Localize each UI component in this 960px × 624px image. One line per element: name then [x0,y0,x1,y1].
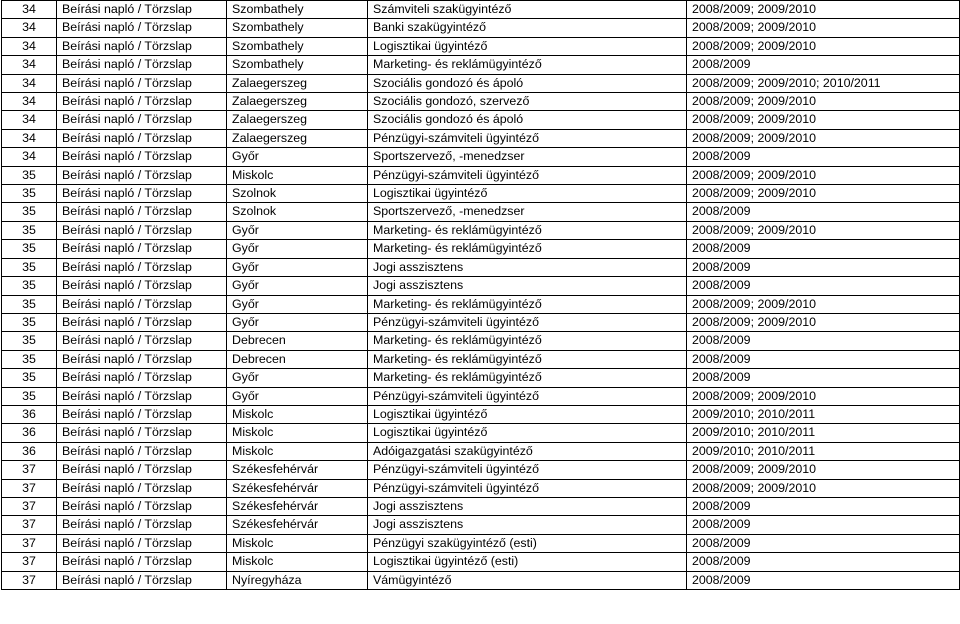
document-type-cell: Beírási napló / Törzslap [57,258,227,276]
qualification-cell: Logisztikai ügyintéző [368,185,687,203]
school-year-cell: 2008/2009; 2009/2010 [687,166,960,184]
city-cell: Miskolc [227,424,368,442]
table-row [2,148,960,166]
school-year-cell: 2008/2009 [687,369,960,387]
school-year-cell: 2008/2009 [687,258,960,276]
qualification-cell: Marketing- és reklámügyintéző [368,221,687,239]
school-year-cell: 2009/2010; 2010/2011 [687,442,960,460]
row-number-cell: 35 [2,350,57,368]
qualification-cell: Jogi asszisztens [368,516,687,534]
school-year-cell: 2008/2009; 2009/2010; 2010/2011 [687,74,960,92]
document-type-cell: Beírási napló / Törzslap [57,424,227,442]
qualification-cell: Pénzügyi-számviteli ügyintéző [368,479,687,497]
row-number-cell: 35 [2,166,57,184]
row-number-cell: 35 [2,203,57,221]
school-year-cell: 2008/2009; 2009/2010 [687,221,960,239]
school-year-cell: 2008/2009 [687,332,960,350]
document-type-cell: Beírási napló / Törzslap [57,240,227,258]
row-number-cell: 35 [2,332,57,350]
qualification-cell: Sportszervező, -menedzser [368,148,687,166]
document-type-cell: Beírási napló / Törzslap [57,93,227,111]
qualification-cell: Pénzügyi-számviteli ügyintéző [368,129,687,147]
city-cell: Nyíregyháza [227,571,368,589]
city-cell: Szolnok [227,203,368,221]
table-row [2,221,960,239]
table-row [2,369,960,387]
city-cell: Szolnok [227,185,368,203]
row-number-cell: 35 [2,295,57,313]
school-year-cell: 2008/2009; 2009/2010 [687,129,960,147]
row-number-cell: 36 [2,405,57,423]
school-year-cell: 2008/2009; 2009/2010 [687,295,960,313]
city-cell: Győr [227,313,368,331]
row-number-cell: 34 [2,56,57,74]
row-number-cell: 34 [2,93,57,111]
table-row [2,479,960,497]
document-type-cell: Beírási napló / Törzslap [57,350,227,368]
school-year-cell: 2008/2009; 2009/2010 [687,37,960,55]
table-row [2,313,960,331]
document-type-cell: Beírási napló / Törzslap [57,387,227,405]
document-type-cell: Beírási napló / Törzslap [57,1,227,19]
qualification-cell: Sportszervező, -menedzser [368,203,687,221]
school-year-cell: 2008/2009 [687,571,960,589]
city-cell: Szombathely [227,37,368,55]
table-body [2,1,960,590]
city-cell: Győr [227,369,368,387]
row-number-cell: 35 [2,221,57,239]
school-year-cell: 2008/2009 [687,240,960,258]
school-year-cell: 2008/2009; 2009/2010 [687,111,960,129]
row-number-cell: 37 [2,534,57,552]
city-cell: Miskolc [227,405,368,423]
table-row [2,442,960,460]
document-type-cell: Beírási napló / Törzslap [57,571,227,589]
table-row [2,571,960,589]
document-type-cell: Beírási napló / Törzslap [57,56,227,74]
school-year-cell: 2008/2009 [687,56,960,74]
qualification-cell: Logisztikai ügyintéző (esti) [368,553,687,571]
school-year-cell: 2008/2009; 2009/2010 [687,19,960,37]
table-row [2,37,960,55]
row-number-cell: 37 [2,461,57,479]
table-row [2,19,960,37]
records-table [1,0,960,590]
table-row [2,553,960,571]
qualification-cell: Szociális gondozó, szervező [368,93,687,111]
qualification-cell: Marketing- és reklámügyintéző [368,56,687,74]
school-year-cell: 2008/2009; 2009/2010 [687,461,960,479]
document-type-cell: Beírási napló / Törzslap [57,277,227,295]
school-year-cell: 2008/2009 [687,350,960,368]
city-cell: Zalaegerszeg [227,111,368,129]
table-row [2,534,960,552]
school-year-cell: 2009/2010; 2010/2011 [687,424,960,442]
document-type-cell: Beírási napló / Törzslap [57,37,227,55]
row-number-cell: 34 [2,74,57,92]
qualification-cell: Pénzügyi-számviteli ügyintéző [368,387,687,405]
document-type-cell: Beírási napló / Törzslap [57,221,227,239]
city-cell: Győr [227,148,368,166]
school-year-cell: 2008/2009 [687,497,960,515]
document-type-cell: Beírási napló / Törzslap [57,442,227,460]
school-year-cell: 2008/2009 [687,277,960,295]
document-type-cell: Beírási napló / Törzslap [57,19,227,37]
school-year-cell: 2008/2009; 2009/2010 [687,185,960,203]
row-number-cell: 34 [2,129,57,147]
table-row [2,74,960,92]
city-cell: Székesfehérvár [227,516,368,534]
row-number-cell: 34 [2,37,57,55]
document-type-cell: Beírási napló / Törzslap [57,313,227,331]
school-year-cell: 2008/2009; 2009/2010 [687,479,960,497]
document-type-cell: Beírási napló / Törzslap [57,369,227,387]
table-row [2,497,960,515]
document-type-cell: Beírási napló / Törzslap [57,461,227,479]
city-cell: Győr [227,240,368,258]
qualification-cell: Logisztikai ügyintéző [368,424,687,442]
row-number-cell: 37 [2,497,57,515]
document-type-cell: Beírási napló / Törzslap [57,148,227,166]
city-cell: Győr [227,258,368,276]
document-type-cell: Beírási napló / Törzslap [57,553,227,571]
table-row [2,56,960,74]
city-cell: Győr [227,295,368,313]
qualification-cell: Pénzügyi-számviteli ügyintéző [368,461,687,479]
qualification-cell: Pénzügyi-számviteli ügyintéző [368,166,687,184]
row-number-cell: 34 [2,1,57,19]
table-row [2,461,960,479]
row-number-cell: 35 [2,387,57,405]
row-number-cell: 37 [2,571,57,589]
table-row [2,424,960,442]
table-row [2,129,960,147]
table-row [2,203,960,221]
document-type-cell: Beírási napló / Törzslap [57,74,227,92]
city-cell: Székesfehérvár [227,461,368,479]
table-row [2,405,960,423]
qualification-cell: Jogi asszisztens [368,277,687,295]
qualification-cell: Logisztikai ügyintéző [368,37,687,55]
qualification-cell: Vámügyintéző [368,571,687,589]
table-row [2,350,960,368]
document-type-cell: Beírási napló / Törzslap [57,129,227,147]
qualification-cell: Marketing- és reklámügyintéző [368,240,687,258]
table-row [2,516,960,534]
row-number-cell: 34 [2,148,57,166]
row-number-cell: 34 [2,111,57,129]
document-type-cell: Beírási napló / Törzslap [57,203,227,221]
row-number-cell: 36 [2,424,57,442]
document-type-cell: Beírási napló / Törzslap [57,497,227,515]
row-number-cell: 35 [2,185,57,203]
school-year-cell: 2009/2010; 2010/2011 [687,405,960,423]
city-cell: Miskolc [227,442,368,460]
city-cell: Zalaegerszeg [227,74,368,92]
document-type-cell: Beírási napló / Törzslap [57,295,227,313]
city-cell: Miskolc [227,553,368,571]
school-year-cell: 2008/2009; 2009/2010 [687,1,960,19]
qualification-cell: Marketing- és reklámügyintéző [368,369,687,387]
row-number-cell: 35 [2,369,57,387]
city-cell: Szombathely [227,56,368,74]
table-row [2,295,960,313]
city-cell: Győr [227,387,368,405]
school-year-cell: 2008/2009; 2009/2010 [687,93,960,111]
qualification-cell: Pénzügyi-számviteli ügyintéző [368,313,687,331]
city-cell: Debrecen [227,332,368,350]
row-number-cell: 35 [2,258,57,276]
school-year-cell: 2008/2009 [687,553,960,571]
city-cell: Zalaegerszeg [227,93,368,111]
school-year-cell: 2008/2009 [687,148,960,166]
city-cell: Szombathely [227,1,368,19]
school-year-cell: 2008/2009 [687,203,960,221]
city-cell: Győr [227,221,368,239]
row-number-cell: 37 [2,479,57,497]
row-number-cell: 37 [2,516,57,534]
document-type-cell: Beírási napló / Törzslap [57,534,227,552]
table-row [2,1,960,19]
city-cell: Székesfehérvár [227,497,368,515]
document-type-cell: Beírási napló / Törzslap [57,516,227,534]
table-row [2,166,960,184]
table-row [2,240,960,258]
school-year-cell: 2008/2009; 2009/2010 [687,313,960,331]
table-row [2,277,960,295]
row-number-cell: 36 [2,442,57,460]
city-cell: Zalaegerszeg [227,129,368,147]
qualification-cell: Jogi asszisztens [368,258,687,276]
document-type-cell: Beírási napló / Törzslap [57,332,227,350]
document-type-cell: Beírási napló / Törzslap [57,185,227,203]
qualification-cell: Szociális gondozó és ápoló [368,111,687,129]
qualification-cell: Szociális gondozó és ápoló [368,74,687,92]
city-cell: Debrecen [227,350,368,368]
qualification-cell: Marketing- és reklámügyintéző [368,332,687,350]
qualification-cell: Pénzügyi szakügyintéző (esti) [368,534,687,552]
row-number-cell: 35 [2,277,57,295]
table-row [2,387,960,405]
row-number-cell: 34 [2,19,57,37]
table-row [2,185,960,203]
row-number-cell: 37 [2,553,57,571]
document-type-cell: Beírási napló / Törzslap [57,111,227,129]
city-cell: Miskolc [227,166,368,184]
city-cell: Miskolc [227,534,368,552]
qualification-cell: Banki szakügyintéző [368,19,687,37]
table-row [2,332,960,350]
school-year-cell: 2008/2009; 2009/2010 [687,387,960,405]
table-row [2,93,960,111]
city-cell: Szombathely [227,19,368,37]
city-cell: Győr [227,277,368,295]
document-type-cell: Beírási napló / Törzslap [57,405,227,423]
qualification-cell: Jogi asszisztens [368,497,687,515]
document-type-cell: Beírási napló / Törzslap [57,479,227,497]
qualification-cell: Számviteli szakügyintéző [368,1,687,19]
table-row [2,111,960,129]
qualification-cell: Logisztikai ügyintéző [368,405,687,423]
table-row [2,258,960,276]
city-cell: Székesfehérvár [227,479,368,497]
qualification-cell: Marketing- és reklámügyintéző [368,350,687,368]
document-type-cell: Beírási napló / Törzslap [57,166,227,184]
school-year-cell: 2008/2009 [687,516,960,534]
school-year-cell: 2008/2009 [687,534,960,552]
qualification-cell: Marketing- és reklámügyintéző [368,295,687,313]
qualification-cell: Adóigazgatási szakügyintéző [368,442,687,460]
row-number-cell: 35 [2,240,57,258]
row-number-cell: 35 [2,313,57,331]
